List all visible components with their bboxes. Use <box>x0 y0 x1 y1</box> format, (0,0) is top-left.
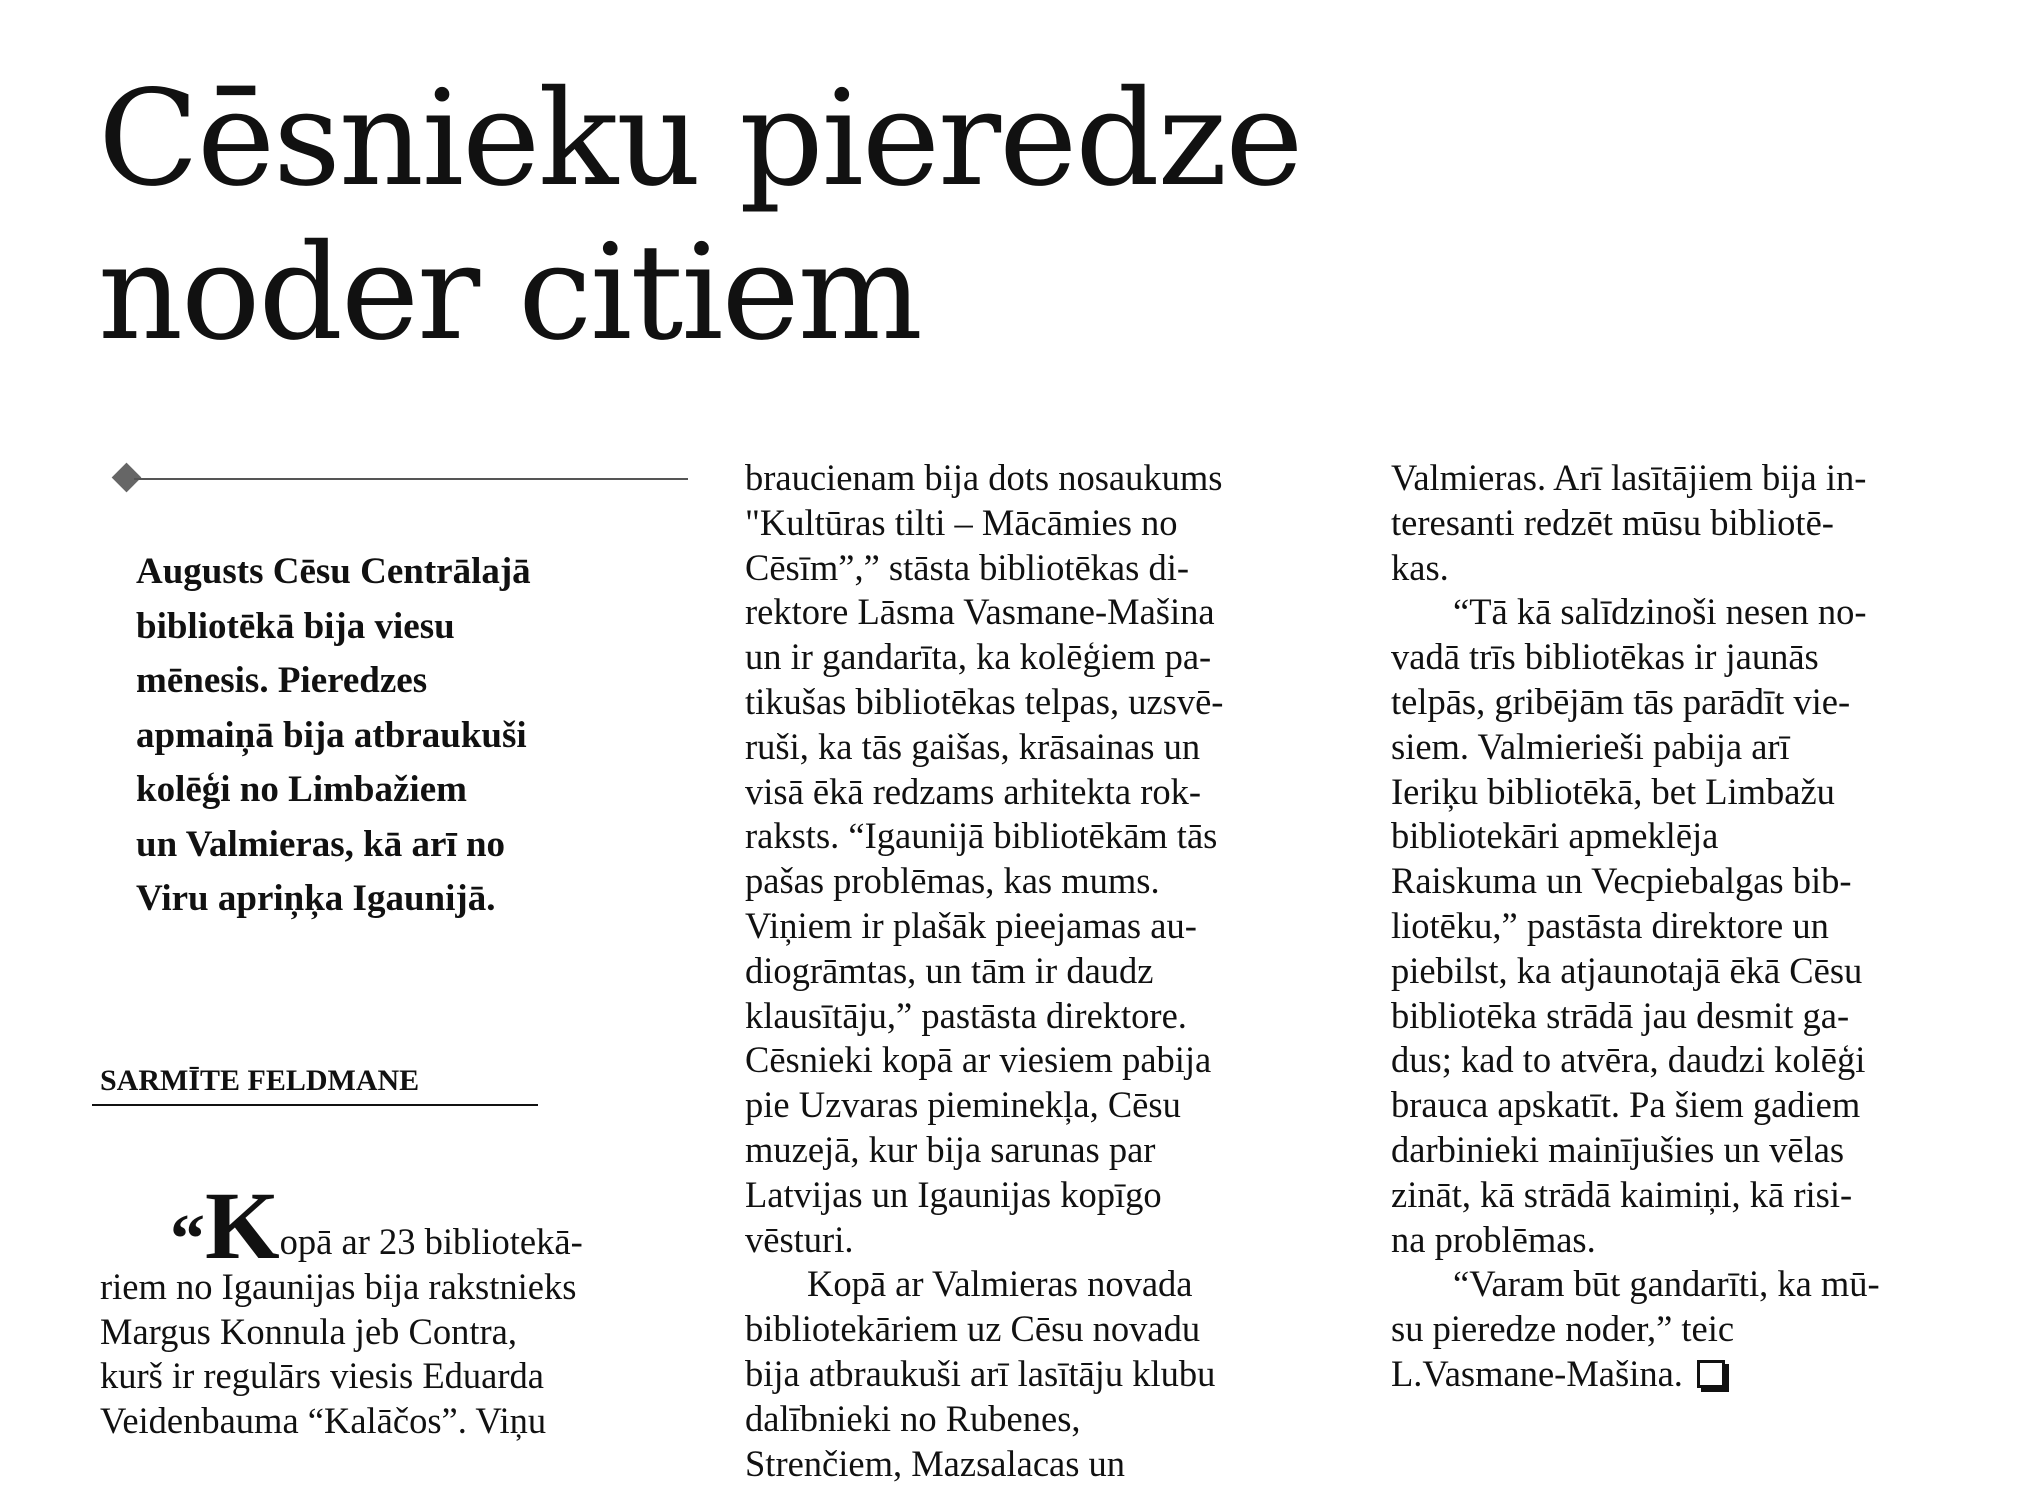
text-line: zināt, kā strādā kaimiņi, kā risi- <box>1391 1173 1853 1215</box>
closing-text: L.Vasmane-Mašina. <box>1391 1352 1683 1394</box>
text-line: kas. <box>1391 546 1449 588</box>
text-line: Viņiem ir plašāk pieejamas au- <box>745 904 1197 946</box>
text-line: na problēmas. <box>1391 1218 1596 1260</box>
lead-line: mēnesis. Pieredzes <box>136 660 428 701</box>
text-line: muzejā, kur bija sarunas par <box>745 1128 1156 1170</box>
text-line: brauca apskatīt. Pa šiem gadiem <box>1391 1084 1861 1126</box>
text-line: Latvijas un Igaunijas kopīgo <box>745 1173 1162 1215</box>
lead-paragraph <box>136 545 696 927</box>
text-line: diogrāmtas, un tām ir daudz <box>745 949 1154 991</box>
text-line: su pieredze noder,” teic <box>1391 1308 1735 1350</box>
text-line: Margus Konnula jeb Contra, <box>100 1310 517 1352</box>
author-byline: SARMĪTE FELDMANE <box>92 1058 538 1106</box>
text-line: "Kultūras tilti – Mācāmies no <box>745 501 1178 543</box>
opening-quote: “ <box>170 1201 205 1278</box>
text-line: darbinieki mainījušies un vēlas <box>1391 1128 1845 1170</box>
text-line: kurš ir regulārs viesis Eduarda <box>100 1355 544 1397</box>
text-line: klausītāju,” pastāsta direktore. <box>745 994 1187 1036</box>
text-line: dalībnieki no Rubenes, <box>745 1397 1081 1439</box>
text-line: “Tā kā salīdzinoši nesen no- <box>1453 591 1867 633</box>
text-line: dus; kad to atvēra, daudzi kolēģi <box>1391 1039 1866 1081</box>
article-column-1 <box>100 1172 700 1444</box>
headline-line: noder citiem <box>98 216 921 370</box>
text-line: Cēsīm”,” stāsta bibliotēkas di- <box>745 546 1189 588</box>
lead-line: un Valmieras, kā arī no <box>136 823 506 865</box>
text-line: pie Uzvaras pieminekļa, Cēsu <box>745 1084 1181 1126</box>
text-line: bibliotekāriem uz Cēsu novadu <box>745 1308 1201 1350</box>
text-line: telpās, gribējām tās parādīt vie- <box>1391 680 1851 722</box>
text-line: liotēku,” pastāsta direktore un <box>1391 904 1829 946</box>
text-line: Raiskuma un Vecpiebalgas bib- <box>1391 860 1852 902</box>
text-line: riem no Igaunijas bija rakstnieks <box>100 1265 577 1307</box>
drop-cap: K <box>205 1172 280 1279</box>
headline <box>98 62 1798 370</box>
text-line: piebilst, ka atjaunotajā ēkā Cēsu <box>1391 949 1863 991</box>
text-line: ruši, ka tās gaišas, krāsainas un <box>745 725 1201 767</box>
lead-line: Viru apriņķa Igaunijā. <box>136 878 496 919</box>
text-line: “Varam būt gandarīti, ka mū- <box>1453 1263 1880 1305</box>
article-column-2 <box>745 456 1345 1486</box>
lead-line: bibliotēkā bija viesu <box>136 605 455 647</box>
text-line: bibliotekāri apmeklēja <box>1391 815 1719 857</box>
text-line: teresanti redzēt mūsu bibliotē- <box>1391 501 1834 543</box>
text-line: siem. Valmierieši pabija arī <box>1391 725 1790 767</box>
text-line: un ir gandarīta, ka kolēģiem pa- <box>745 636 1212 678</box>
end-mark-icon <box>1697 1360 1725 1388</box>
lead-line: Augusts Cēsu Centrālajā <box>136 551 531 592</box>
text-line: braucienam bija dots nosaukums <box>745 457 1223 498</box>
text-line-final <box>1391 1352 1991 1397</box>
text-line: vēsturi. <box>745 1218 854 1260</box>
article-column-3 <box>1391 456 1991 1397</box>
dropcap-line <box>100 1172 700 1279</box>
lead-line: kolēģi no Limbažiem <box>136 769 467 810</box>
text-line: Ieriķu bibliotēkā, bet Limbažu <box>1391 770 1835 812</box>
text-line: Kopā ar Valmieras novada <box>807 1263 1193 1305</box>
divider-line <box>134 478 688 480</box>
text-line: Valmieras. Arī lasītājiem bija in- <box>1391 457 1867 498</box>
text-line: opā ar 23 bibliotekā- <box>279 1221 583 1262</box>
text-line: pašas problēmas, kas mums. <box>745 860 1160 902</box>
text-line: Veidenbauma “Kalāčos”. Viņu <box>100 1400 547 1442</box>
text-line: vadā trīs bibliotēkas ir jaunās <box>1391 636 1819 678</box>
text-line: raksts. “Igaunijā bibliotēkām tās <box>745 815 1218 857</box>
text-line: Cēsnieki kopā ar viesiem pabija <box>745 1039 1212 1081</box>
text-line: Strenčiem, Mazsalacas un <box>745 1442 1126 1484</box>
text-line: visā ēkā redzams arhitekta rok- <box>745 770 1202 812</box>
lead-line: apmaiņā bija atbraukuši <box>136 714 527 756</box>
text-line: bibliotēka strādā jau desmit ga- <box>1391 994 1850 1036</box>
text-line: tikušas bibliotēkas telpas, uzsvē- <box>745 680 1224 722</box>
text-line: bija atbraukuši arī lasītāju klubu <box>745 1352 1216 1394</box>
text-line: rektore Lāsma Vasmane-Mašina <box>745 591 1215 633</box>
section-divider <box>116 464 688 494</box>
headline-line: Cēsnieku pieredze <box>98 62 1302 216</box>
